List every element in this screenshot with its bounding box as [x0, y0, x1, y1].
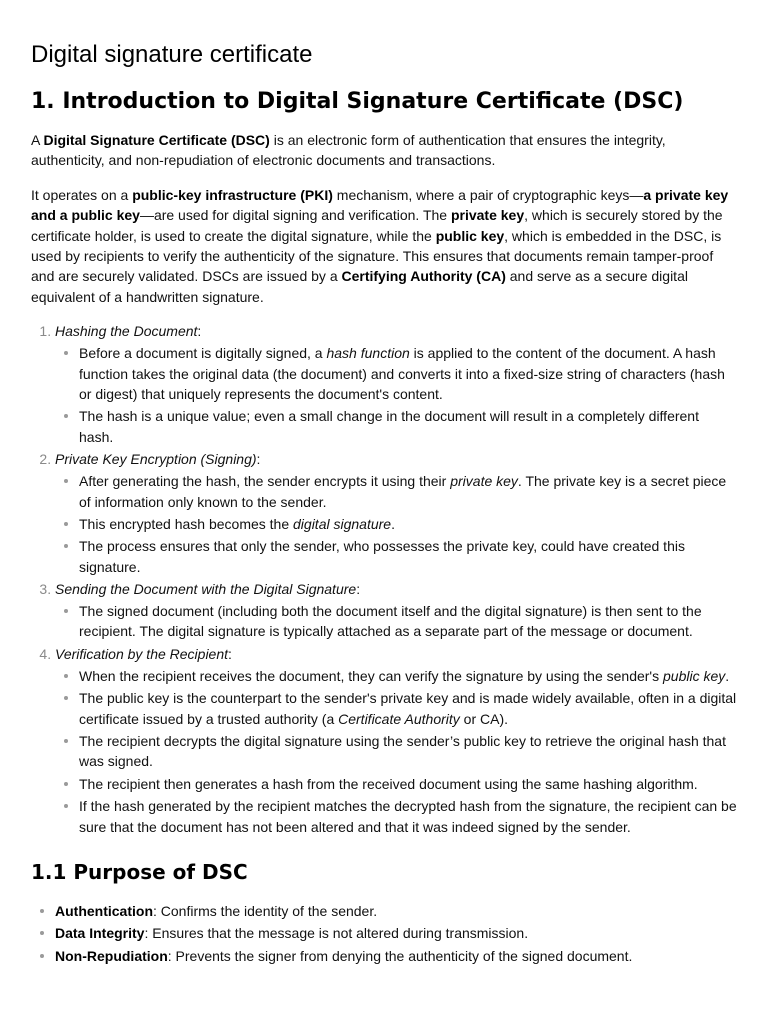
- text-run: The public key is the counterpart to the sender's private key and is made widely available, often in a digital certificate issued by a trusted authority (a: [79, 690, 737, 727]
- step-item: [55, 321, 737, 447]
- intro-paragraph-1: [31, 130, 737, 171]
- text-run: , which is securely stored by the certificate holder, is used to create the digital signature, while the: [31, 207, 723, 244]
- bold-term: Authentication: [55, 903, 153, 919]
- text-run: After generating the hash, the sender encrypts it using their: [79, 473, 451, 490]
- text-run: and serve as a secure digital equivalent of a handwritten signature.: [31, 268, 688, 305]
- text-run: The recipient then generates a hash from the received document using the same hashing algorithm.: [79, 775, 698, 792]
- bullet-item: [79, 406, 737, 447]
- bullet-item: [79, 536, 737, 577]
- document-title: Digital signature certificate: [31, 41, 313, 68]
- text-run: : Ensures that the message is not altered during transmission.: [144, 925, 529, 942]
- step-bullets: [55, 666, 737, 837]
- text-run: . The private key is a secret piece of information only known to the sender.: [79, 473, 727, 510]
- text-run: is applied to the content of the document. A hash function takes the original data (the document) and converts it into a fixed-size string of characters (hash or digest) that uniquely represents the document's content.: [79, 345, 725, 402]
- italic-term: Certificate Authority: [338, 710, 460, 727]
- section-heading-introduction: 1. Introduction to Digital Signature Certificate (DSC): [31, 89, 684, 114]
- bullet-item: [79, 343, 737, 404]
- bold-term: Digital Signature Certificate (DSC): [43, 132, 270, 148]
- text-run: .: [391, 515, 395, 532]
- bullet-item: [79, 731, 737, 772]
- bold-term: a private key and a public key: [31, 186, 729, 224]
- bullet-item: [79, 601, 737, 642]
- bold-term: Certifying Authority (CA): [341, 268, 506, 285]
- text-run: The process ensures that only the sender, who possesses the private key, could have created this signature.: [79, 538, 685, 575]
- bold-term: public-key infrastructure (PKI): [132, 186, 333, 203]
- step-colon: :: [197, 323, 202, 340]
- text-run: : Confirms the identity of the sender.: [153, 903, 378, 919]
- italic-term: public key: [663, 667, 726, 684]
- signing-steps-list: [31, 321, 737, 837]
- italic-term: hash function: [326, 345, 410, 362]
- step-title: Verification by the Recipient: [55, 645, 229, 662]
- text-run: mechanism, where a pair of cryptographic keys—: [332, 186, 644, 203]
- bullet-item: [79, 774, 737, 794]
- bullet-item: [79, 666, 737, 686]
- bullet-item: [79, 471, 737, 512]
- text-run: If the hash generated by the recipient matches the decrypted hash from the signature, the recipient can be sure that the document has not been altered and that it was indeed signed by the sender.: [79, 798, 737, 835]
- bullet-item: [79, 514, 737, 534]
- text-run: : Prevents the signer from denying the authenticity of the signed document.: [167, 947, 633, 964]
- italic-term: private key: [450, 473, 518, 490]
- step-colon: :: [228, 645, 232, 662]
- text-run: or CA).: [459, 710, 508, 727]
- step-item: [55, 579, 737, 642]
- step-colon: :: [356, 581, 361, 598]
- text-run: This encrypted hash becomes the: [79, 515, 294, 532]
- text-run: is an electronic form of authentication that ensures the integrity, authenticity, and non-repudiation of electronic documents and transactions.: [31, 132, 666, 169]
- text-run: —are used for digital signing and verification. The: [139, 207, 451, 224]
- step-bullets: [55, 343, 737, 447]
- step-item: [55, 449, 737, 577]
- purpose-item: [55, 946, 737, 966]
- step-title: Hashing the Document: [55, 323, 198, 340]
- text-run: The recipient decrypts the digital signature using the sender’s public key to retrieve the original hash that was signed.: [79, 732, 726, 770]
- text-run: .: [725, 667, 730, 684]
- text-run: A: [31, 132, 44, 148]
- text-run: , which is embedded in the DSC, is used by recipients to verify the authenticity of the signature. This ensures that documents remain tamper-proof and are securely validated. DSCs are issued by a: [31, 227, 722, 285]
- step-title: Private Key Encryption (Signing): [55, 451, 257, 468]
- purpose-list: [31, 901, 737, 966]
- bullet-item: [79, 796, 737, 837]
- text-run: When the recipient receives the document, they can verify the signature by using the sender's: [79, 667, 663, 684]
- text-run: The signed document (including both the document itself and the digital signature) is then sent to the recipient. The digital signature is typically attached as a separate part of the message or document.: [79, 603, 702, 640]
- italic-term: digital signature: [293, 515, 392, 532]
- text-run: It operates on a: [31, 186, 133, 203]
- text-run: Before a document is digitally signed, a: [79, 345, 327, 362]
- step-item: [55, 644, 737, 837]
- section-heading-purpose: 1.1 Purpose of DSC: [31, 860, 248, 884]
- bold-term: Non-Repudiation: [55, 947, 168, 964]
- step-bullets: [55, 601, 737, 642]
- bold-term: private key: [450, 207, 525, 224]
- purpose-item: [55, 901, 737, 921]
- bullet-item: [79, 688, 737, 729]
- step-colon: :: [256, 451, 261, 468]
- purpose-item: [55, 923, 737, 943]
- step-title: Sending the Document with the Digital Signature: [55, 581, 357, 598]
- text-run: The hash is a unique value; even a small change in the document will result in a completely different hash.: [79, 408, 699, 445]
- intro-paragraph-2: [31, 185, 737, 307]
- bold-term: public key: [435, 227, 505, 244]
- bold-term: Data Integrity: [55, 925, 145, 942]
- step-bullets: [55, 471, 737, 577]
